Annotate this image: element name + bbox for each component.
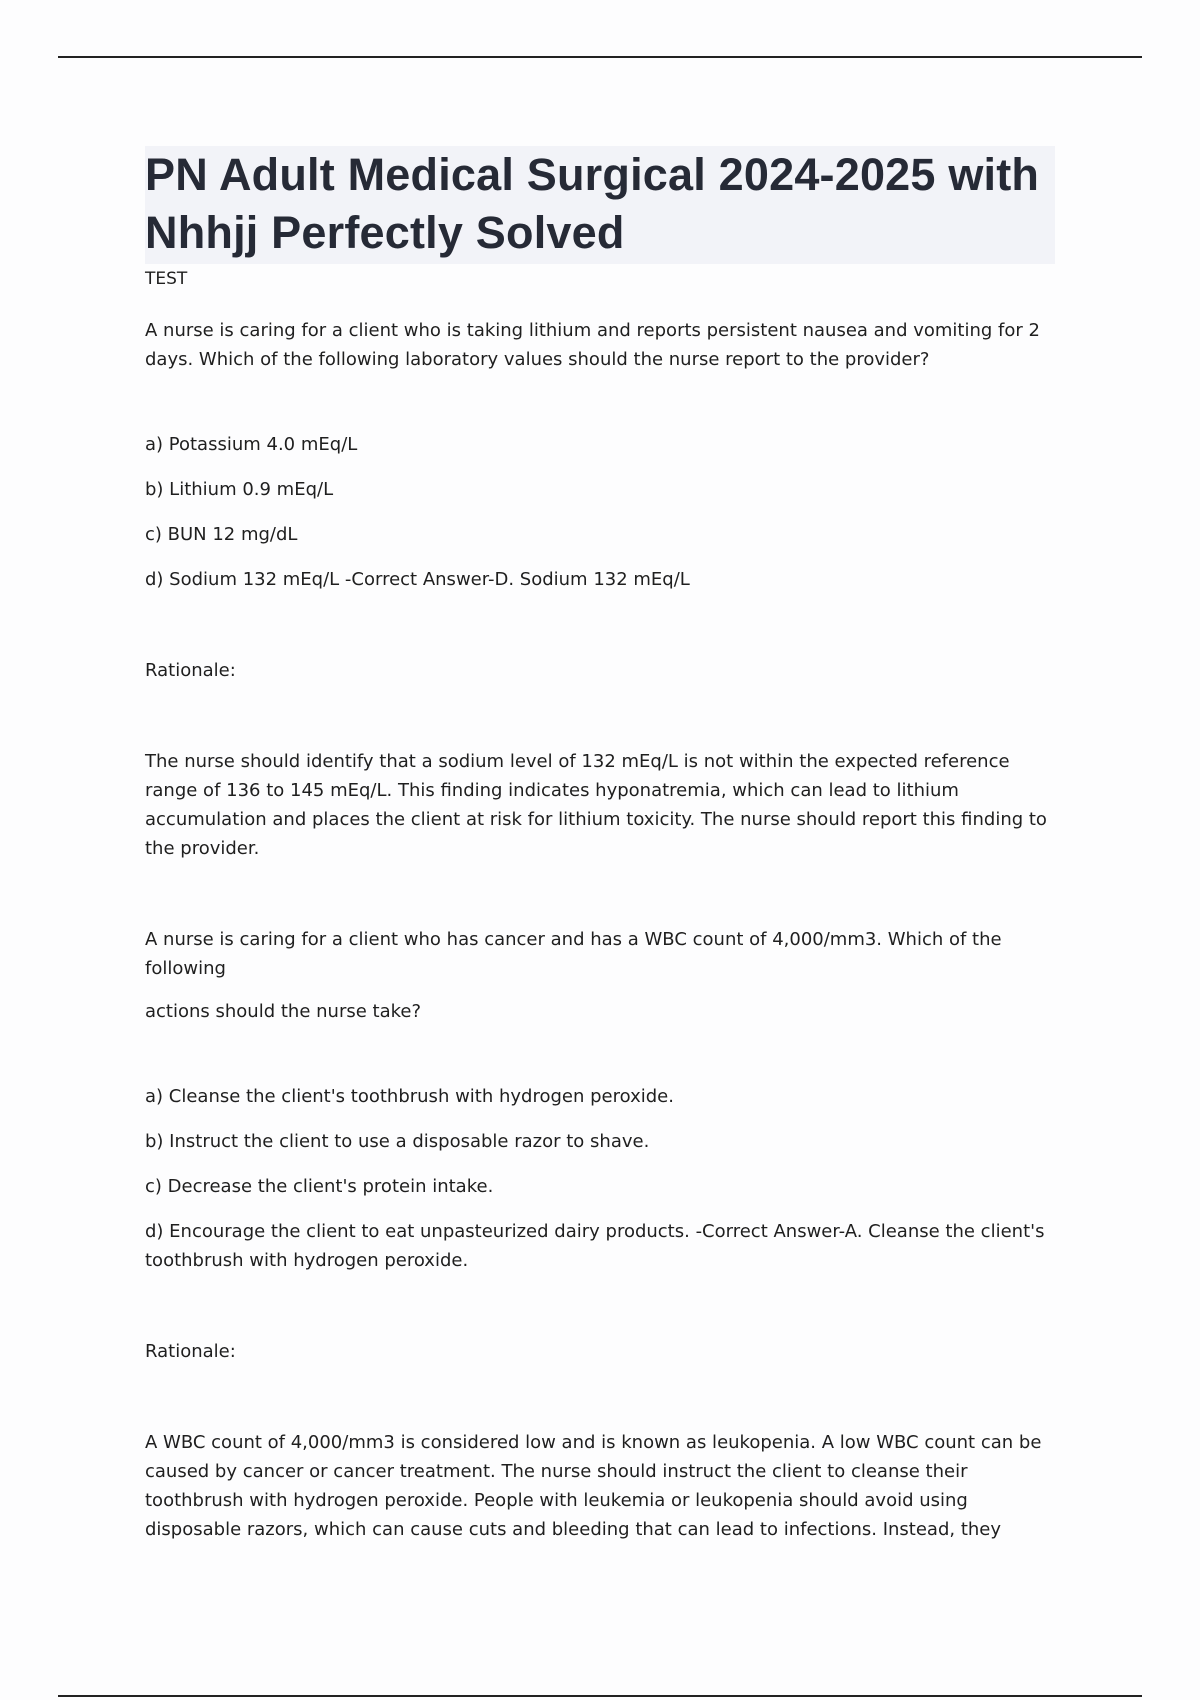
question-1-option-c: c) BUN 12 mg/dL (145, 524, 298, 545)
question-1-option-b: b) Lithium 0.9 mEq/L (145, 479, 334, 500)
question-1-option-a: a) Potassium 4.0 mEq/L (145, 434, 358, 455)
title-band (145, 146, 1055, 264)
question-2-stem-line-2: actions should the nurse take? (145, 1001, 422, 1022)
question-2-option-c: c) Decrease the client's protein intake. (145, 1176, 494, 1197)
document-content (145, 146, 1055, 1544)
question-2-option-b: b) Instruct the client to use a disposable razor to shave. (145, 1131, 650, 1152)
top-rule (58, 56, 1142, 58)
question-1-stem: A nurse is caring for a client who is taking lithium and reports persistent nausea and vomiting for 2 days. Which of the following laboratory values should the nurse report to the provider? (145, 320, 1040, 370)
question-1-rationale-heading: Rationale: (145, 660, 236, 681)
section-label: TEST (145, 269, 188, 289)
question-2-rationale-text: A WBC count of 4,000/mm3 is considered low and is known as leukopenia. A low WBC count can be caused by cancer or cancer treatment. The nurse should instruct the client to cleanse their toothbrush with hydrogen peroxide. People with leukemia or leukopenia should avoid using disposable razors, which can cause cuts and bleeding that can lead to infections. Instead, they (145, 1432, 1042, 1540)
document-title: PN Adult Medical Surgical 2024-2025 with Nhhjj Perfectly Solved (145, 149, 1040, 258)
question-2-option-d: d) Encourage the client to eat unpasteurized dairy products. -Correct Answer-A. Cleanse the client's toothbrush with hydrogen peroxide. (145, 1221, 1045, 1271)
question-1-option-d: d) Sodium 132 mEq/L -Correct Answer-D. Sodium 132 mEq/L (145, 569, 690, 590)
question-2-option-a: a) Cleanse the client's toothbrush with hydrogen peroxide. (145, 1086, 674, 1107)
bottom-rule (58, 1695, 1142, 1697)
question-2-rationale-heading: Rationale: (145, 1341, 236, 1362)
question-1-rationale-text: The nurse should identify that a sodium level of 132 mEq/L is not within the expected reference range of 136 to 145 mEq/L. This finding indicates hyponatremia, which can lead to lithium accumulation and places the client at risk for lithium toxicity. The nurse should report this finding to the provider. (145, 751, 1047, 859)
question-2-stem-line-1: A nurse is caring for a client who has cancer and has a WBC count of 4,000/mm3. Which of the following (145, 929, 1002, 979)
